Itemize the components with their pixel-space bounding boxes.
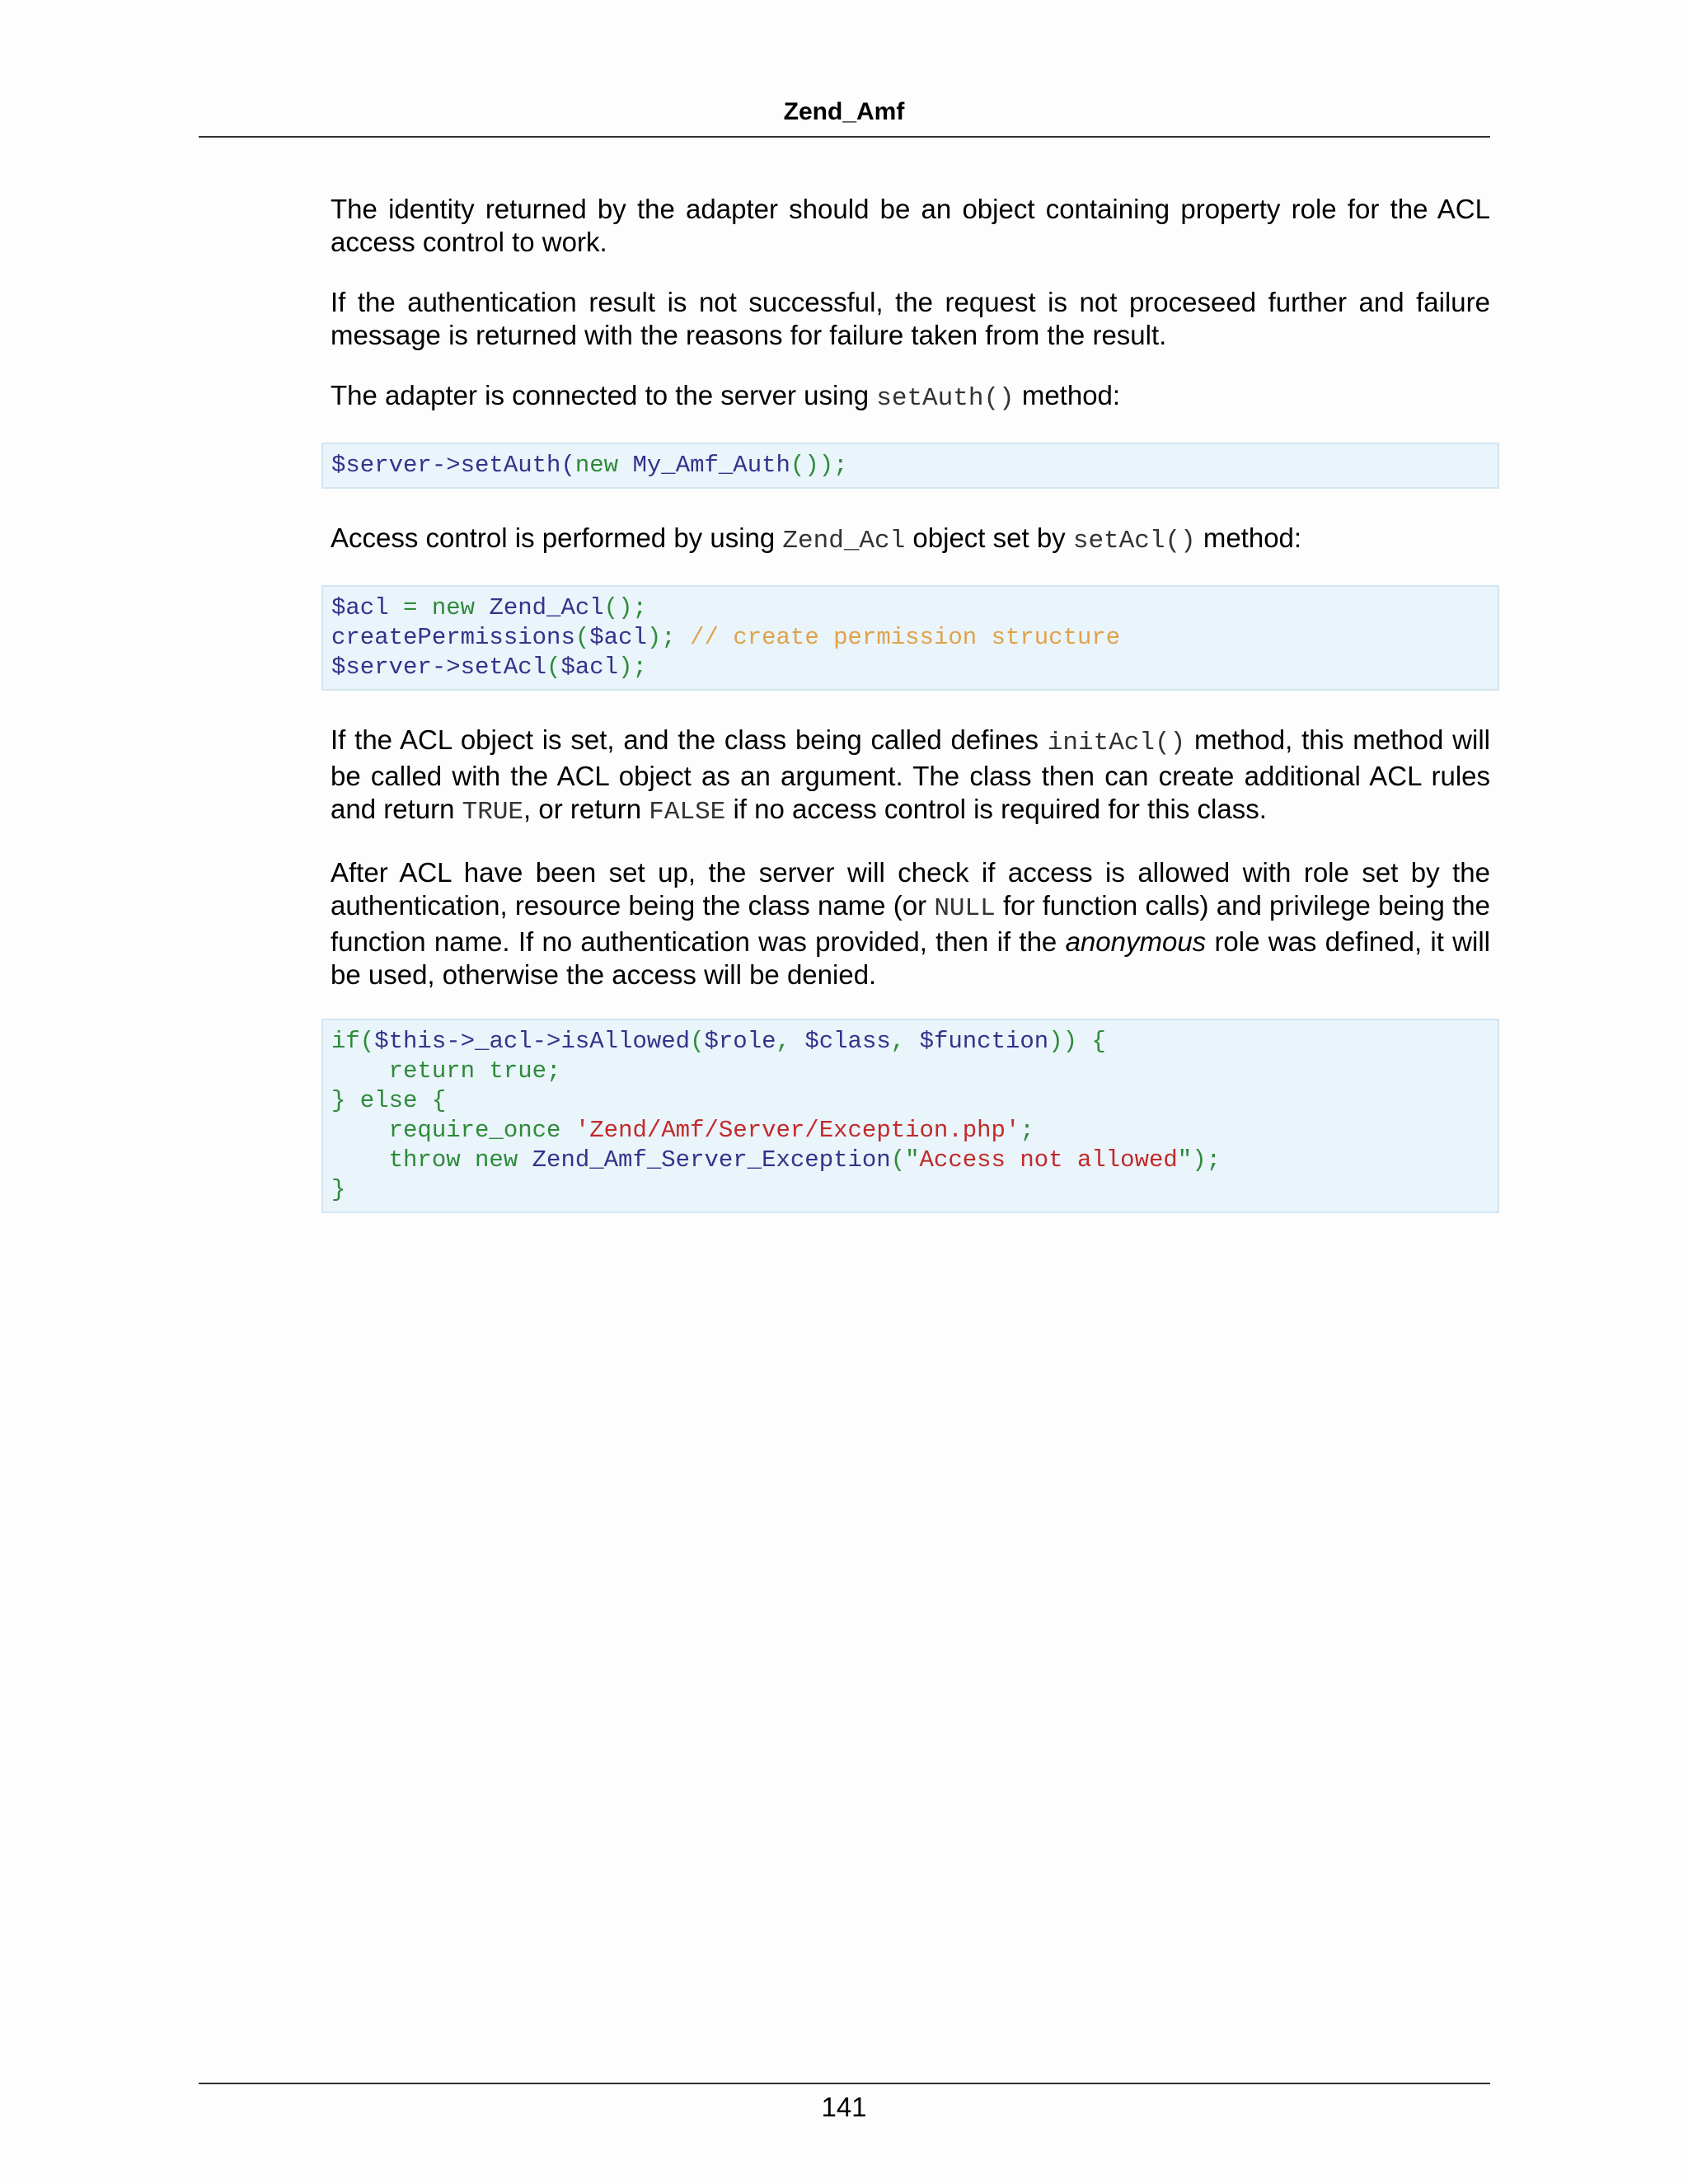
- code-token: $server->setAcl: [331, 654, 547, 681]
- code-token: new: [574, 452, 633, 479]
- code-token: Zend_Amf_Server_Exception: [532, 1146, 891, 1174]
- code-token: return true;: [331, 1057, 561, 1085]
- code-line: [331, 1146, 1489, 1175]
- text-segment: , or return: [523, 794, 649, 824]
- inline-code-setacl: setAcl(): [1072, 527, 1196, 555]
- code-line: [331, 1175, 1489, 1205]
- code-token: $acl: [331, 594, 404, 621]
- code-token: // create permission structure: [690, 624, 1121, 651]
- header-divider: [199, 136, 1490, 138]
- code-token: ());: [790, 452, 848, 479]
- code-line: [331, 1027, 1489, 1057]
- text-segment: Access control is performed by using: [331, 523, 783, 553]
- inline-code-initacl: initAcl(): [1047, 729, 1186, 757]
- code-line: [331, 1086, 1489, 1116]
- inline-code-setauth: setAuth(): [876, 384, 1015, 413]
- text-segment: The adapter is connected to the server using: [331, 380, 877, 410]
- text-segment: method, this method will be called with the ACL object as an argument. The class then can create additional ACL rules and return: [331, 724, 1490, 824]
- code-token: 'Zend/Amf/Server/Exception.php': [574, 1117, 1020, 1144]
- paragraph-init-acl: [331, 724, 1490, 829]
- page-number: 141: [821, 2092, 867, 2122]
- emphasis-anonymous: anonymous: [1065, 926, 1207, 957]
- paragraph-access-check: [331, 856, 1490, 991]
- code-token: = new: [403, 594, 490, 621]
- paragraph-set-auth: [331, 379, 1490, 415]
- code-line: [331, 623, 1489, 653]
- code-token: $acl: [560, 654, 619, 681]
- code-line: [331, 1116, 1489, 1146]
- text-segment: method:: [1195, 523, 1302, 553]
- code-block-set-acl: [321, 585, 1499, 691]
- code-token: (": [890, 1146, 920, 1174]
- code-token: require_once: [331, 1117, 575, 1144]
- code-token: ,: [776, 1028, 805, 1055]
- text-segment: if no access control is required for this class.: [725, 794, 1267, 824]
- code-line: [331, 451, 1489, 480]
- code-line: [331, 653, 1489, 682]
- inline-code-false: FALSE: [649, 798, 726, 827]
- code-token: (: [546, 654, 561, 681]
- code-line: [331, 593, 1489, 623]
- code-token: $role: [704, 1028, 776, 1055]
- code-token: My_Amf_Auth: [632, 452, 790, 479]
- code-token: Access not allowed: [919, 1146, 1178, 1174]
- code-token: );: [618, 654, 647, 681]
- code-token: )) {: [1048, 1028, 1106, 1055]
- text-segment: object set by: [905, 523, 1073, 553]
- code-token: (: [690, 1028, 705, 1055]
- code-token: ,: [890, 1028, 920, 1055]
- code-token: $class: [804, 1028, 891, 1055]
- code-token: $this->_acl->isAllowed: [374, 1028, 691, 1055]
- inline-code-zend-acl: Zend_Acl: [782, 527, 906, 555]
- code-block-set-auth: [321, 443, 1499, 489]
- paragraph-identity: The identity returned by the adapter should be an object containing property role for the ACL access control to work.: [331, 194, 1490, 257]
- code-token: if(: [331, 1028, 375, 1055]
- text-segment: method:: [1014, 380, 1121, 410]
- text-segment: After ACL have been set up, the server will check if access is allowed with role set by the authentication, resource being the class name (or: [331, 857, 1490, 921]
- code-token: throw new: [331, 1146, 532, 1174]
- inline-code-null: NULL: [934, 894, 996, 923]
- code-token: ();: [603, 594, 647, 621]
- text-segment: If the ACL object is set, and the class being called defines: [331, 724, 1048, 755]
- code-token: }: [331, 1176, 346, 1203]
- code-token: } else {: [331, 1087, 447, 1114]
- page-content: [331, 193, 1490, 1246]
- inline-code-true: TRUE: [462, 798, 524, 827]
- code-token: (: [574, 624, 590, 651]
- code-token: createPermissions: [331, 624, 575, 651]
- code-token: $acl: [589, 624, 647, 651]
- paragraph-access-control: [331, 522, 1490, 558]
- code-line: [331, 1057, 1489, 1086]
- code-token: Zend_Acl: [489, 594, 604, 621]
- running-header-title: Zend_Amf: [783, 98, 905, 125]
- footer-divider: [199, 2083, 1490, 2084]
- code-token: $function: [919, 1028, 1049, 1055]
- paragraph-auth-failure: If the authentication result is not successful, the request is not proceseed further and failure message is returned with the reasons for failure taken from the result.: [331, 287, 1490, 350]
- text-segment: for function calls) and privilege being the function name. If no authentication was provided, then if the: [331, 890, 1490, 957]
- code-token: );: [646, 624, 691, 651]
- code-token: $server->setAuth(: [331, 452, 575, 479]
- text-segment: role was defined, it will be used, otherwise the access will be denied.: [331, 926, 1490, 990]
- code-token: ");: [1177, 1146, 1221, 1174]
- code-token: ;: [1020, 1117, 1034, 1144]
- code-block-is-allowed: [321, 1019, 1499, 1213]
